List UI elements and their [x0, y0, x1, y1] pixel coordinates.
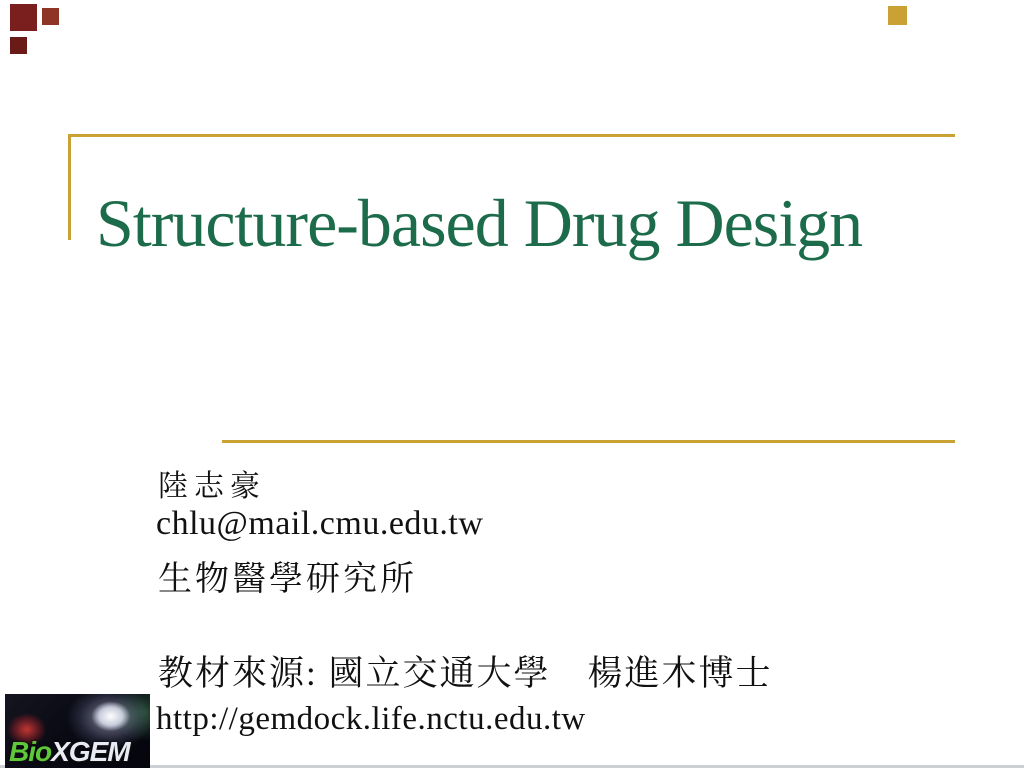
author-email: chlu@mail.cmu.edu.tw — [156, 505, 484, 542]
corner-square-lower — [10, 37, 27, 54]
corner-square-large — [10, 4, 37, 31]
corner-square-right — [42, 8, 59, 25]
logo-text-bio: Bio — [9, 736, 52, 767]
website-url: http://gemdock.life.nctu.edu.tw — [156, 701, 586, 737]
material-source: 教材來源: 國立交通大學 楊進木博士 — [158, 654, 773, 693]
title-rule-vertical — [68, 134, 71, 240]
author-department: 生物醫學研究所 — [158, 561, 417, 598]
bioxgem-logo — [5, 694, 150, 768]
subtitle-rule — [222, 440, 955, 443]
author-name: 陸志豪 — [158, 470, 266, 503]
slide-title: Structure-based Drug Design — [96, 185, 863, 261]
bioxgem-logo-text — [9, 736, 130, 768]
logo-text-xgem: XGEM — [51, 736, 130, 767]
title-rule-horizontal — [68, 134, 955, 137]
corner-square-gold — [888, 6, 907, 25]
